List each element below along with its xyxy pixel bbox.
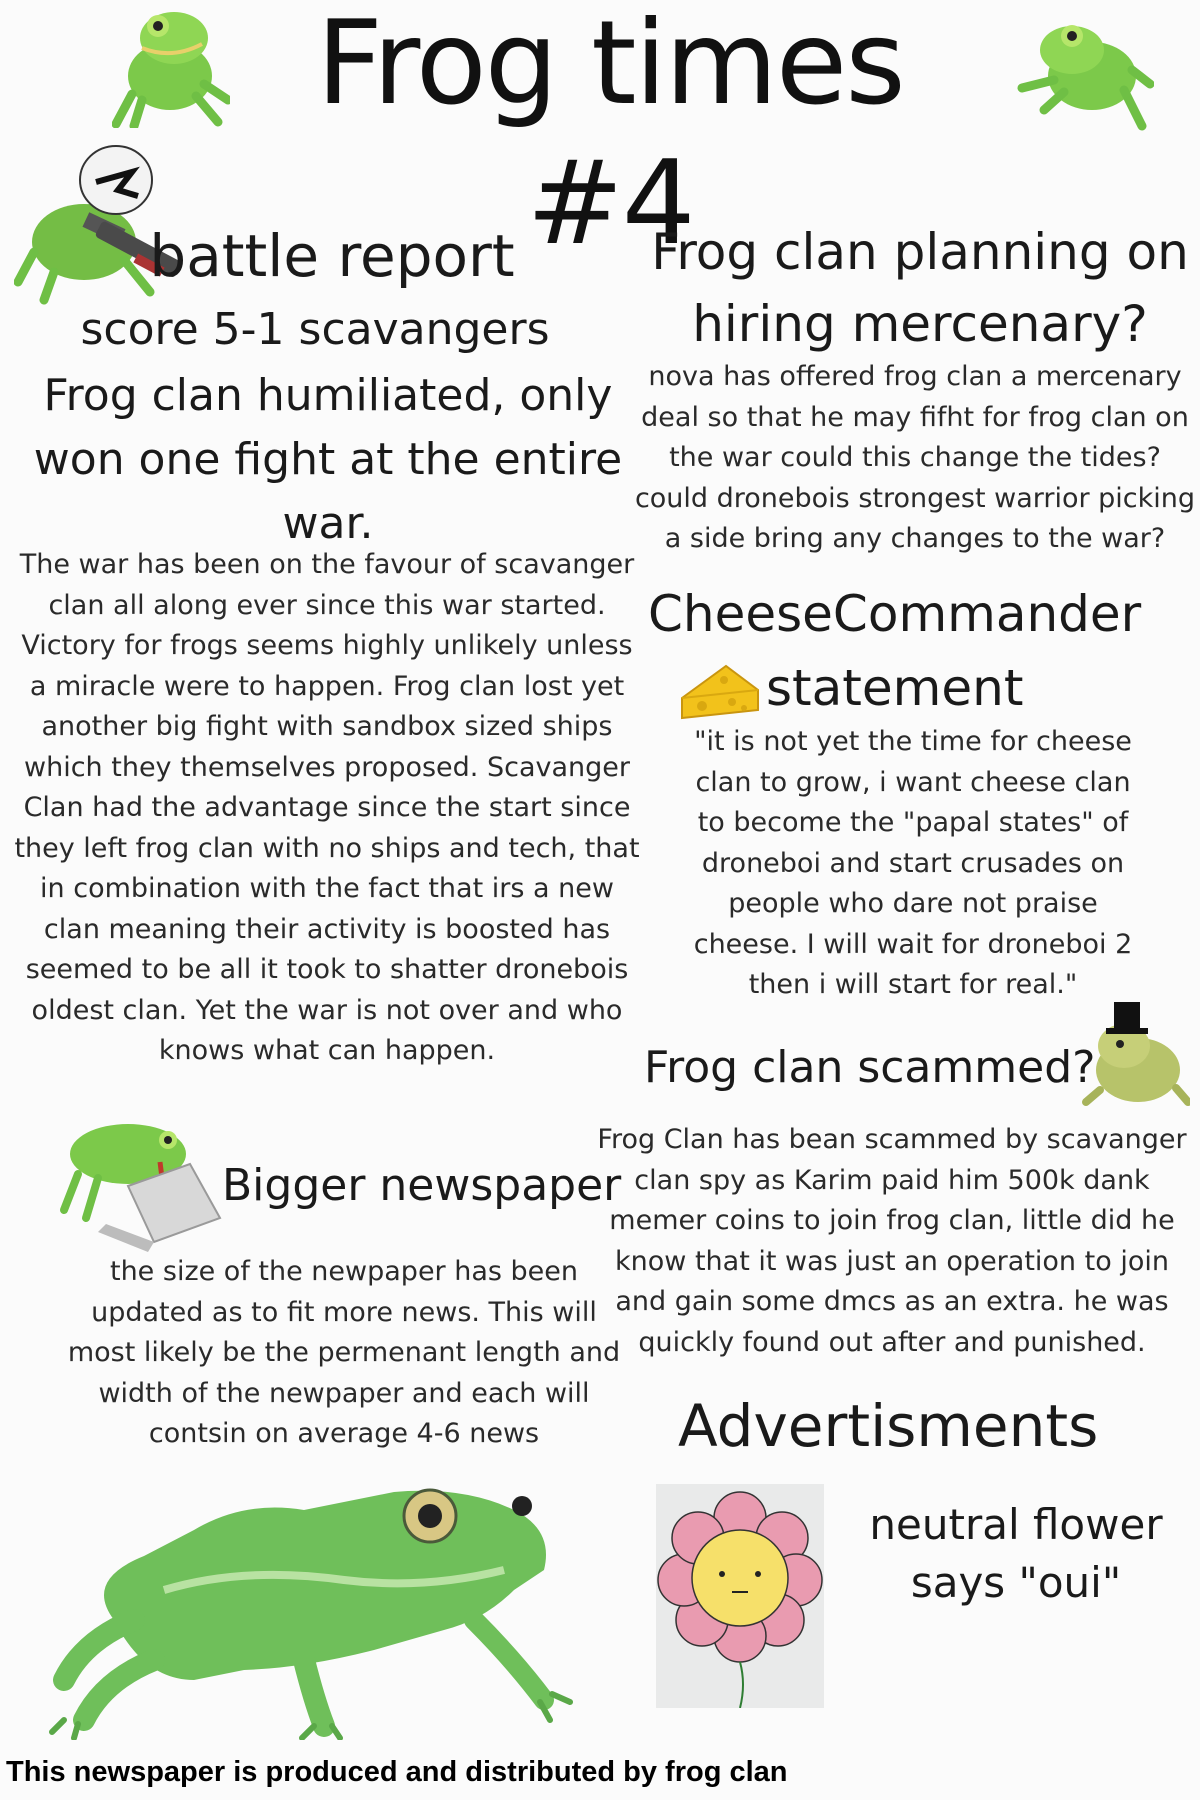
scam-heading: Frog clan scammed? xyxy=(644,1042,1096,1093)
top-hat-frog-icon xyxy=(1080,994,1190,1108)
cheese-quote: "it is not yet the time for cheese clan to grow, i want cheese clan to become the "papal states" of droneboi and start crusades on people who dare not praise cheese. I will wait for droneboi 2 then i will start for real." xyxy=(693,726,1133,1000)
mercenary-heading: Frog clan planning on hiring mercenary? xyxy=(651,223,1189,353)
battle-heading: battle report xyxy=(149,222,515,290)
page-title: Frog times #4 xyxy=(316,0,904,271)
neutral-flower-icon xyxy=(656,1484,824,1708)
cheese-heading-line2: statement xyxy=(766,659,1024,717)
battle-body: The war has been on the favour of scavanger clan all along ever since this war started. Victory for frogs seems highly unlikely unless a miracle were to happen. Frog clan lost yet another big fight with sandbox sized ships which they themselves proposed. Scavanger Clan had the advantage since the start since they left frog clan with no ships and tech, that in combination with the fact that irs a new clan meaning their activity is boosted has seemed to be all it took to shatter dronebois oldest clan. Yet the war is not over and who knows what can happen. xyxy=(14,549,640,1066)
laptop-frog-icon xyxy=(58,1114,228,1254)
mercenary-body: nova has offered frog clan a mercenary deal so that he may fifht for frog clan on the war could this change the tides? could dronebois strongest warrior picking a side bring any changes to the war? xyxy=(634,361,1196,554)
cheese-heading-line1: CheeseCommander xyxy=(648,585,1142,643)
ads-flower-text: neutral flower says "oui" xyxy=(869,1500,1163,1607)
battle-score: score 5-1 scavangers xyxy=(80,304,550,355)
cheese-icon xyxy=(678,660,762,722)
big-frog-photo xyxy=(44,1470,584,1740)
scam-body: Frog Clan has bean scammed by scavanger clan spy as Karim paid him 500k dank memer coins to join frog clan, little did he know that it was just an operation to join and gain some dmcs as an extra. he was quickly found out after and punished. xyxy=(597,1124,1187,1358)
title-frog-left-icon xyxy=(112,4,230,128)
bigger-heading: Bigger newspaper xyxy=(222,1160,622,1211)
bigger-body: the size of the newpaper has been updated as to fit more news. This will most likely be the permenant length and width of the newpaper and each will contsin on average 4-6 news xyxy=(67,1256,621,1449)
ads-heading: Advertisments xyxy=(678,1392,1099,1460)
footer-credit: This newspaper is produced and distributed by frog clan xyxy=(6,1756,788,1788)
title-frog-right-icon xyxy=(1014,10,1154,138)
battle-subheading: Frog clan humiliated, only won one fight at the entire war. xyxy=(33,370,623,549)
